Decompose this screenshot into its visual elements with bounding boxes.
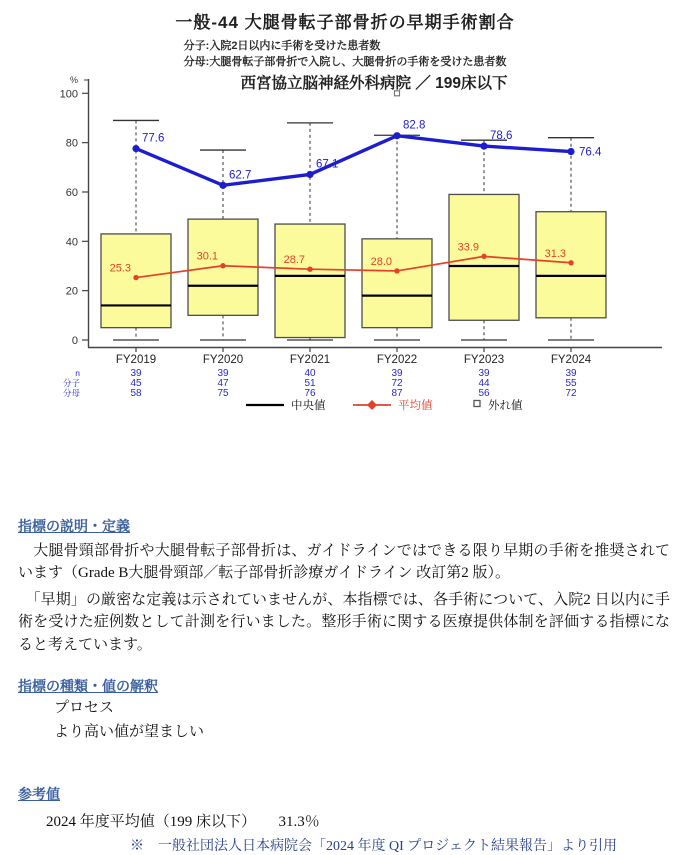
mean-point [220,263,225,268]
count-value: 39 [130,367,142,379]
count-value: 72 [391,377,403,389]
legend-label: 中央値 [291,399,326,412]
mean-point [307,266,312,271]
facility-point [132,145,139,152]
count-value: 51 [304,377,316,389]
y-tick-label: 20 [65,285,78,298]
count-value: 39 [217,367,229,379]
mean-point [568,260,573,265]
facility-point [567,148,574,155]
y-tick-label: 0 [71,334,78,347]
legend-label: 平均値 [398,399,433,412]
count-value: 87 [391,387,403,399]
section-interpretation [18,676,670,744]
definition-paragraph-1: 大腿骨頸部骨折や大腿骨転子部骨折は、ガイドラインではできる限り早期の手術を推奨されています（Grade B大腿骨頸部／転子部骨折診療ガイドライン 改訂第2 版）。 [18,542,670,582]
mean-value-label: 30.1 [196,250,218,263]
mean-value-label: 31.3 [544,247,566,260]
y-tick-label: 40 [65,236,78,249]
numerator-definition: 分子:入院2日以内に手術を受けた患者数 [183,40,381,52]
citation-note: ※ 一般社団法人日本病院会「2024 年度 QI プロジェクト結果報告」より引用 [130,838,617,854]
x-tick-label: FY2024 [550,353,592,366]
section-definition [18,516,670,657]
denominator-definition: 分母:大腿骨転子部骨折で入院し、大腿骨折の手術を受けた患者数 [183,55,507,68]
facility-value-label: 67.1 [316,158,339,171]
x-tick-label: FY2023 [463,353,505,366]
definition-paragraph-2: 「早期」の厳密な定義は示されていませんが、本指標では、各手術について、入院2 日以内に手術を受けた症例数として計測を行いました。整形手術に関する医療提供体制を評価する指標になると考えています。 [18,591,670,653]
x-tick-label: FY2020 [202,353,244,366]
count-value: 39 [565,367,577,379]
mean-value-label: 25.3 [109,262,131,275]
mean-point [481,254,486,259]
count-value: 72 [565,387,577,399]
legend-label: 外れ値 [488,399,523,412]
mean-point [133,275,138,280]
count-value: 39 [478,367,490,379]
count-row-label: n [75,367,80,378]
facility-point [480,142,487,149]
section-reference [18,784,670,855]
reference-value: 2024 年度平均値（199 床以下） 31.3％ [46,813,320,830]
count-value: 76 [304,387,316,399]
iqr-box [275,224,345,337]
chart-heading: 西宮協立脳神経外科病院 ／ 199床以下 [240,74,508,92]
y-tick-label: 60 [65,186,78,199]
section-interpretation-heading: 指標の種類・値の解釈 [18,678,158,695]
facility-value-label: 78.6 [490,129,513,142]
count-value: 45 [130,377,142,389]
count-value: 47 [217,377,229,389]
y-axis-unit-label: % [69,74,78,85]
mean-value-label: 28.0 [370,255,392,268]
mean-value-label: 28.7 [283,254,305,267]
iqr-box [101,234,171,328]
figure-subtitle [0,39,690,71]
count-row-label: 分子 [62,377,80,388]
facility-value-label: 82.8 [403,119,426,132]
count-value: 44 [478,377,490,389]
facility-value-label: 77.6 [142,132,165,145]
x-tick-label: FY2021 [289,353,331,366]
iqr-box [362,239,432,328]
section-definition-heading: 指標の説明・定義 [18,517,130,534]
count-row-label: 分母 [62,387,80,398]
count-value: 75 [217,387,229,399]
count-value: 39 [391,367,403,379]
legend-outlier-square [474,400,480,406]
boxplot-chart [0,73,690,425]
value-interpretation: より高い値が望ましい [54,724,205,741]
facility-value-label: 76.4 [579,146,602,159]
x-tick-label: FY2019 [115,353,157,366]
facility-point [393,132,400,139]
indicator-type: プロセス [54,700,115,717]
y-tick-label: 80 [65,137,78,150]
facility-line [136,136,571,186]
mean-point [394,268,399,273]
mean-value-label: 33.9 [457,241,479,254]
chart-area [0,73,690,430]
y-tick-label: 100 [59,88,78,101]
legend-mean-diamond [367,400,377,410]
figure-title: 一般-44 大腿骨転子部骨折の早期手術割合 [175,13,515,32]
facility-point [306,171,313,178]
x-tick-label: FY2022 [376,353,418,366]
facility-value-label: 62.7 [229,169,252,182]
facility-point [219,182,226,189]
count-value: 56 [478,387,490,399]
count-value: 55 [565,377,577,389]
section-reference-heading: 参考値 [18,785,60,802]
count-value: 58 [130,387,142,399]
count-value: 40 [304,367,316,379]
